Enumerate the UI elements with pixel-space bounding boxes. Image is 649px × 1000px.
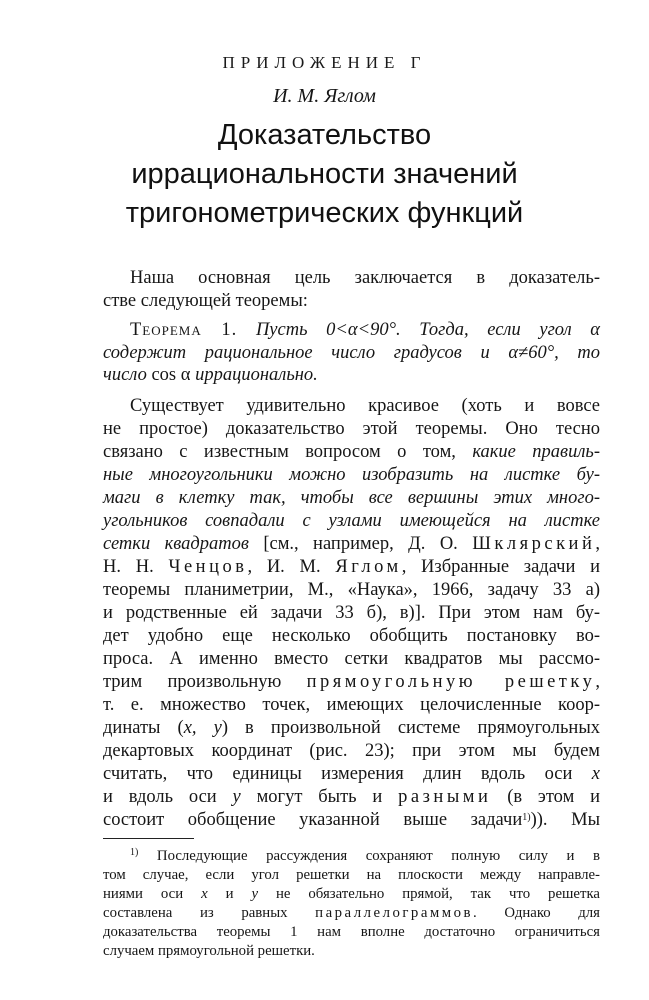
cos-expression: cos α bbox=[151, 365, 191, 385]
title-line: иррациональности значений bbox=[131, 158, 518, 190]
text-line: Существует удивительно красивое (хоть и вовсе bbox=[130, 396, 600, 416]
text-line: Наша основная цель заключается в доказатель- bbox=[130, 268, 600, 288]
text-line: ные многоугольники можно изобразить на листке бу- bbox=[103, 465, 600, 485]
text-span: могут быть и bbox=[240, 787, 399, 807]
text-span: связано с известным вопросом о том, bbox=[103, 442, 473, 462]
text-line: проса. А именно вместо сетки квадратов мы рассмо- bbox=[103, 649, 600, 669]
text-span: , bbox=[595, 672, 600, 692]
theorem-line: содержит рациональное число градусов и α≠60°, то bbox=[103, 343, 600, 363]
appendix-heading: ПРИЛОЖЕНИЕ Г bbox=[222, 53, 427, 72]
italic-span: какие правиль- bbox=[472, 442, 600, 462]
footnote-ref: 1) bbox=[522, 812, 531, 823]
text-span: и вдоль оси bbox=[103, 787, 233, 807]
text-line bbox=[103, 557, 600, 578]
text-line bbox=[103, 442, 600, 463]
text-span: . Однако для bbox=[473, 905, 600, 921]
text-span: ) в произвольной системе прямоугольных bbox=[221, 718, 600, 738]
text-line: дет удобно еще несколько обобщить постановку во- bbox=[103, 626, 600, 646]
chapter-title bbox=[0, 116, 649, 233]
footnote-line bbox=[130, 848, 600, 865]
text-span: состоит обобщение указанной выше задачи bbox=[103, 810, 523, 830]
spaced-term: разными bbox=[398, 787, 492, 807]
text-line bbox=[103, 534, 600, 555]
text-span: Н. Н. bbox=[103, 557, 169, 577]
text-span: составлена из равных bbox=[103, 905, 316, 921]
title-line: Доказательство bbox=[217, 119, 432, 151]
footnote-line bbox=[103, 905, 600, 922]
text-line: маги в клетку так, чтобы все вершины этих много- bbox=[103, 488, 600, 508]
theorem-text: число bbox=[103, 365, 152, 385]
text-span: [см., например, Д. О. bbox=[248, 534, 473, 554]
theorem-text: Пусть 0<α<90°. Тогда, если угол α bbox=[255, 320, 601, 340]
footnote-line: том случае, если угол решетки на плоскости между направле- bbox=[103, 867, 600, 883]
text-span: считать, что единицы измерения длин вдоль оси bbox=[103, 764, 592, 784]
author-name: И. М. Яглом bbox=[273, 85, 376, 107]
text-span: , bbox=[595, 534, 600, 554]
text-span: динаты ( bbox=[103, 718, 184, 738]
text-line: стве следующей теоремы: bbox=[103, 291, 308, 311]
italic-span: x, y bbox=[183, 718, 222, 738]
italic-span: y bbox=[232, 787, 241, 807]
text-line: теоремы планиметрии, М., «Наука», 1966, задачу 33 а) bbox=[103, 580, 600, 600]
text-span: ниями оси bbox=[103, 886, 202, 902]
spaced-term: прямоугольную решетку bbox=[306, 672, 596, 692]
theorem-line bbox=[103, 365, 600, 386]
title-line: тригонометрических функций bbox=[125, 197, 524, 229]
text-span: , Избранные задачи и bbox=[401, 557, 600, 577]
italic-span: сетки квадратов bbox=[103, 534, 249, 554]
text-line bbox=[103, 672, 600, 693]
text-line bbox=[103, 718, 600, 739]
footnote-line: доказательства теоремы 1 нам вполне достаточно ограничиться bbox=[103, 924, 600, 940]
text-span: не обязательно прямой, так что решетка bbox=[258, 886, 600, 902]
text-line: не простое) доказательство этой теоремы. Оно тесно bbox=[103, 419, 600, 439]
italic-span: x bbox=[591, 764, 600, 784]
theorem-line bbox=[130, 320, 600, 341]
text-span: )). Мы bbox=[530, 810, 600, 830]
italic-span: x bbox=[201, 886, 208, 902]
text-span: и bbox=[207, 886, 252, 902]
footnote-line bbox=[103, 886, 600, 903]
text-line: и родственные ей задачи 33 б), в)]. При этом нам бу- bbox=[103, 603, 600, 623]
footnote-divider bbox=[103, 838, 194, 839]
text-span: Последующие рассуждения сохраняют полную силу и в bbox=[138, 848, 600, 864]
text-line bbox=[103, 810, 600, 831]
theorem-label: Теорема 1. bbox=[130, 320, 238, 340]
text-line bbox=[103, 787, 600, 808]
spaced-author: Ченцов bbox=[168, 557, 248, 577]
spaced-term: параллелограммов bbox=[315, 905, 474, 921]
theorem-text: иррационально. bbox=[190, 365, 318, 385]
spaced-author: Яглом bbox=[335, 557, 402, 577]
text-line bbox=[103, 764, 600, 785]
italic-span: y bbox=[251, 886, 259, 902]
text-line: угольников совпадали с узлами имеющейся на листке bbox=[103, 511, 600, 531]
spaced-author: Шклярский bbox=[472, 534, 596, 554]
footnote-marker: 1) bbox=[130, 847, 139, 858]
text-span: трим произвольную bbox=[103, 672, 307, 692]
text-line: т. е. множество точек, имеющих целочисленные коор- bbox=[103, 695, 600, 715]
text-span: (в этом и bbox=[491, 787, 600, 807]
footnote-line: случаем прямоугольной решетки. bbox=[103, 943, 315, 959]
text-line: декартовых координат (рис. 23); при этом мы будем bbox=[103, 741, 600, 761]
text-span: , И. М. bbox=[247, 557, 336, 577]
